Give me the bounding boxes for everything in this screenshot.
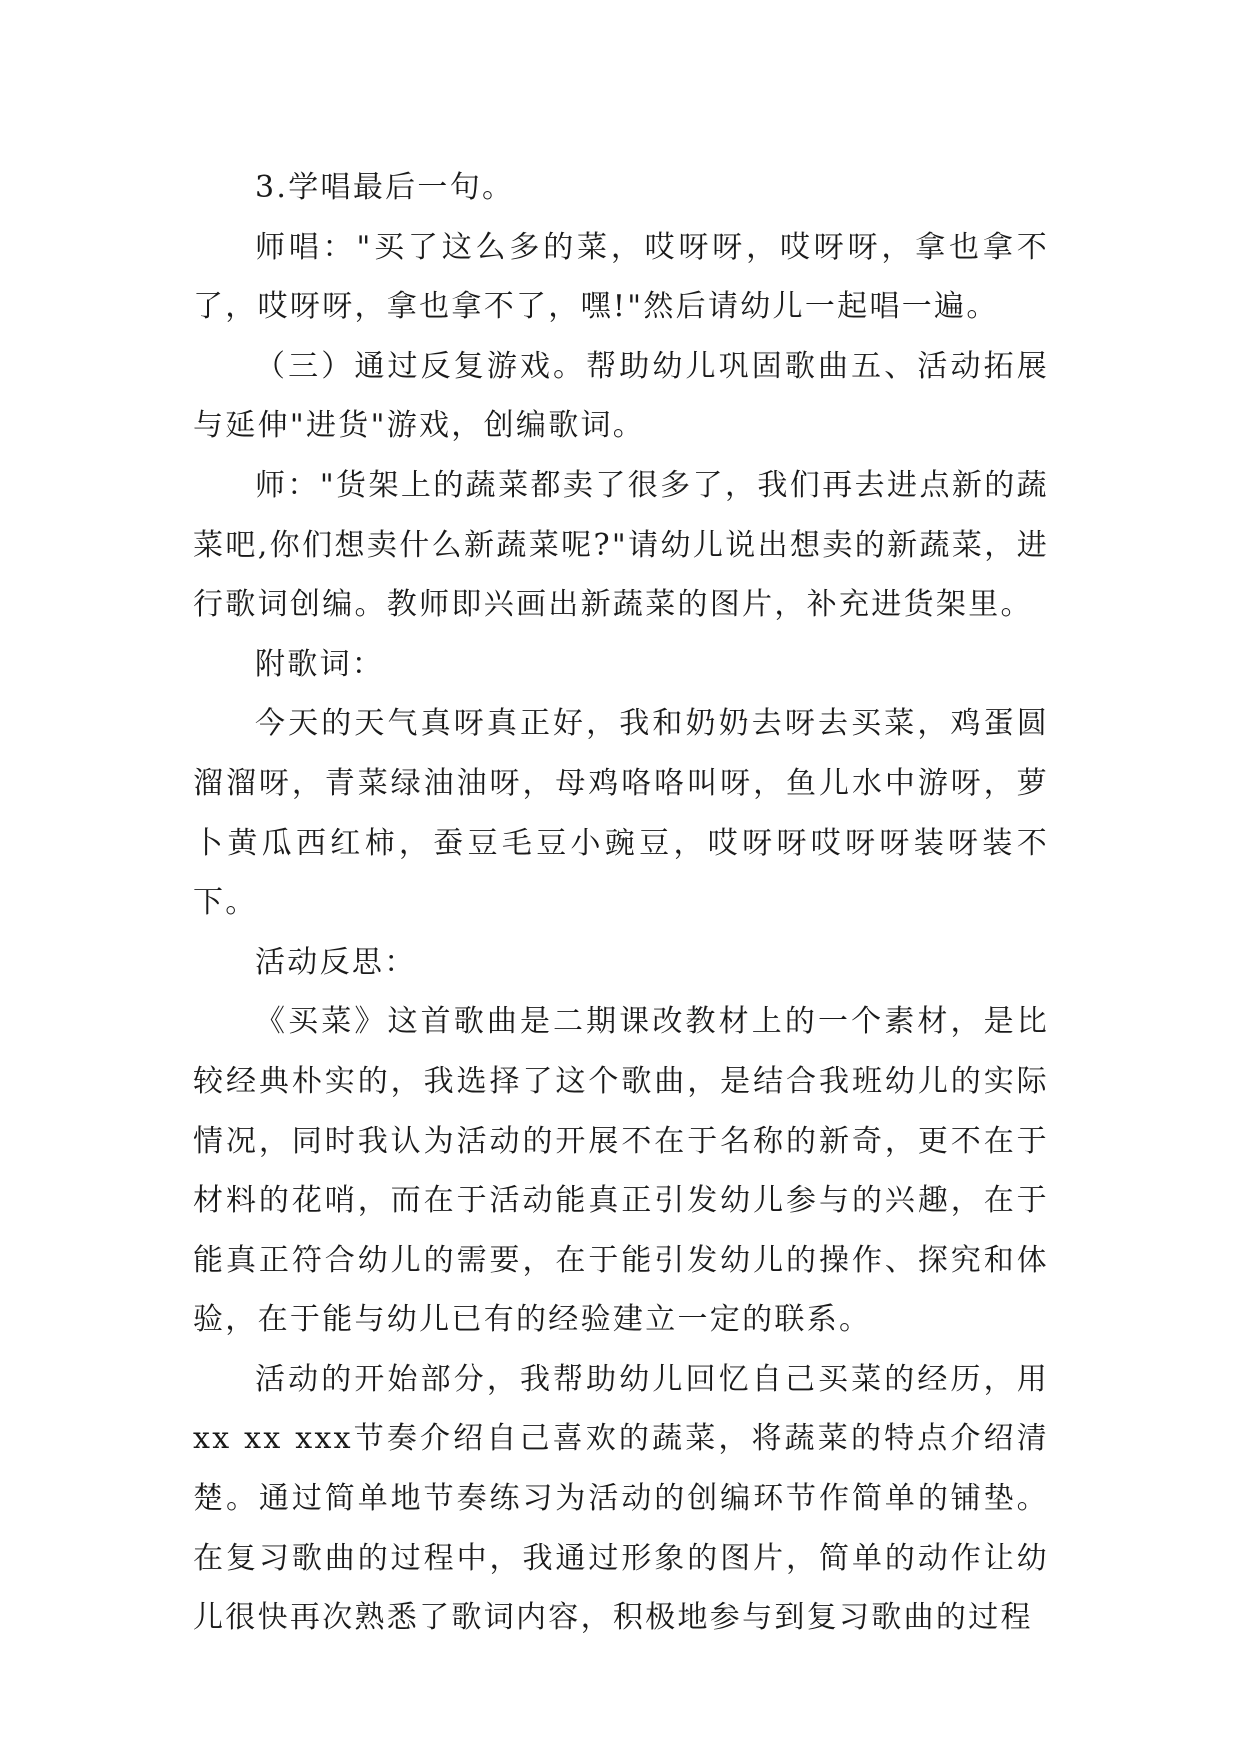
- document-body: [193, 158, 1049, 1648]
- paragraph-reflection: 《买菜》这首歌曲是二期课改教材上的一个素材，是比较经典朴实的，我选择了这个歌曲，是结合我班幼儿的实际情况，同时我认为活动的开展不在于名称的新奇，更不在于材料的花哨，而在于活动能真正引发幼儿参与的兴趣，在于能真正符合幼儿的需要，在于能引发幼儿的操作、探究和体验，在于能与幼儿已有的经验建立一定的联系。: [193, 1004, 1049, 1338]
- paragraph-teacher-restock: 师："货架上的蔬菜都卖了很多了，我们再去进点新的蔬菜吧,你们想卖什么新蔬菜呢?"请幼儿说出想卖的新蔬菜，进行歌词创编。教师即兴画出新蔬菜的图片，补充进货架里。: [193, 467, 1049, 623]
- paragraph-lyrics: 今天的天气真呀真正好，我和奶奶去呀去买菜，鸡蛋圆溜溜呀，青菜绿油油呀，母鸡咯咯叫呀，鱼儿水中游呀，萝卜黄瓜西红柿，蚕豆毛豆小豌豆，哎呀呀哎呀呀装呀装不下。: [193, 706, 1049, 921]
- paragraph-teacher-sings: 师唱："买了这么多的菜，哎呀呀，哎呀呀，拿也拿不了，哎呀呀，拿也拿不了，嘿!"然后请幼儿一起唱一遍。: [193, 229, 1049, 325]
- paragraph-section-three: （三）通过反复游戏。帮助幼儿巩固歌曲五、活动拓展与延伸"进货"游戏，创编歌词。: [193, 348, 1049, 444]
- paragraph-activity-start: 活动的开始部分，我帮助幼儿回忆自己买菜的经历，用xx xx xxx节奏介绍自己喜欢的蔬菜，将蔬菜的特点介绍清楚。通过简单地节奏练习为活动的创编环节作简单的铺垫。在复习歌曲的过程中，我通过形象的图片，简单的动作让幼儿很快再次熟悉了歌词内容，积极地参与到复习歌曲的过程: [193, 1361, 1049, 1636]
- paragraph-step-3: 3.学唱最后一句。: [255, 170, 515, 205]
- paragraph-lyrics-heading: 附歌词：: [255, 646, 385, 682]
- paragraph-reflection-heading: 活动反思：: [255, 944, 417, 980]
